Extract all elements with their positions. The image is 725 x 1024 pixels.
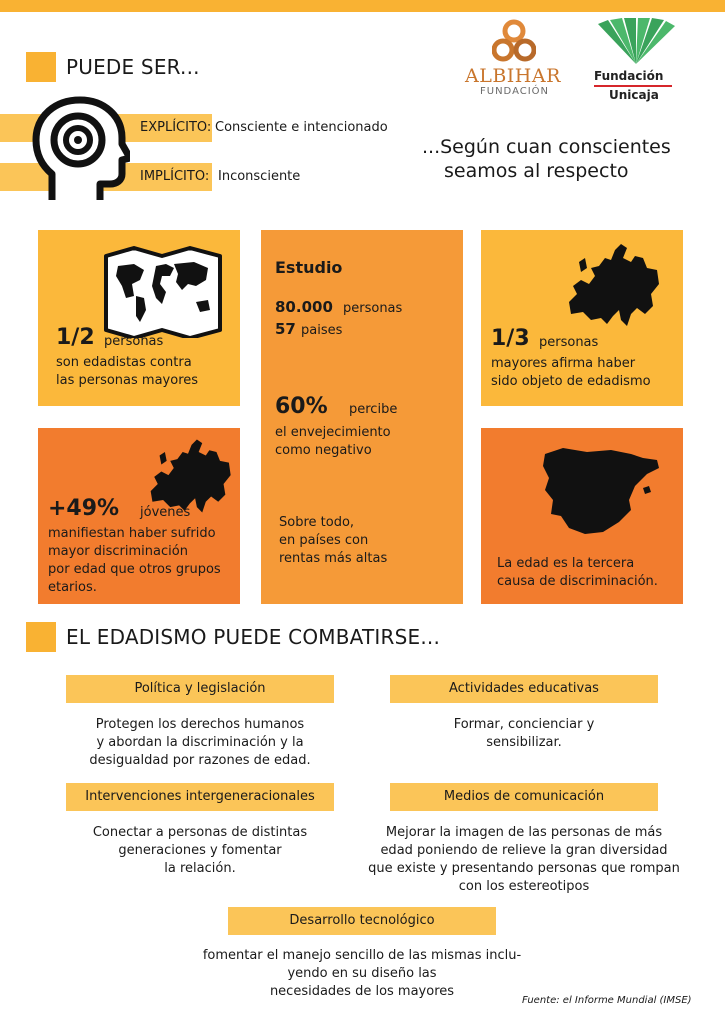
stat-third-line1: mayores afirma haber — [491, 356, 636, 371]
implicit-label: IMPLÍCITO: — [140, 169, 210, 184]
spain-map-icon — [539, 444, 665, 540]
measure-desc-line: la relación. — [164, 861, 236, 876]
measure-desc-line: edad poniendo de relieve la gran diversidad — [380, 843, 668, 858]
stat-youth-unit: jóvenes — [140, 505, 191, 520]
measure-desc-line: generaciones y fomentar — [118, 843, 282, 858]
stat-box-study — [261, 230, 463, 604]
measure-desc-educativas — [390, 716, 658, 752]
stat-third-unit: personas — [539, 335, 599, 350]
section-heading-combatirse: EL EDADISMO PUEDE COMBATIRSE... — [66, 625, 441, 649]
stat-box-spain — [481, 428, 683, 604]
albihar-sub: FUNDACIÓN — [480, 86, 550, 97]
measure-label-politica: Política y legislación — [66, 675, 334, 703]
segun-text — [422, 135, 692, 183]
world-map-icon — [104, 246, 222, 338]
stat-youth-line1: manifiestan haber sufrido — [48, 526, 216, 541]
measure-label-medios: Medios de comunicación — [390, 783, 658, 811]
stat-youth-line4: etarios. — [48, 580, 97, 595]
measure-desc-line: fomentar el manejo sencillo de las mismas inclu- — [202, 948, 522, 963]
unicaja-rule — [594, 85, 672, 87]
study-pct-value: 60% — [275, 394, 328, 419]
study-title: Estudio — [275, 258, 343, 277]
measure-desc-line: con los estereotipos — [458, 879, 590, 894]
measure-desc-line: Formar, concienciar y — [453, 717, 595, 732]
segun-line2: seamos al respecto — [444, 160, 629, 182]
unicaja-line1: Fundación — [594, 69, 664, 83]
stat-box-youth — [38, 428, 240, 604]
measure-desc-line: necesidades de los mayores — [269, 984, 455, 999]
measure-desc-line: y abordan la discriminación y la — [96, 735, 304, 750]
stat-half-unit: personas — [104, 334, 164, 349]
study-note-line1: Sobre todo, — [279, 515, 355, 530]
europe-map-icon — [561, 240, 661, 330]
study-pct-line1: el envejecimiento — [275, 425, 391, 440]
unicaja-logo — [588, 18, 688, 108]
measure-desc-line: Conectar a personas de distintas — [92, 825, 308, 840]
study-note-line3: rentas más altas — [279, 551, 388, 566]
stat-half-line1: son edadistas contra — [56, 355, 192, 370]
stat-box-half — [38, 230, 240, 406]
study-countries-value: 57 — [275, 320, 296, 338]
study-note-line2: en países con — [279, 533, 369, 548]
measure-label-educativas: Actividades educativas — [390, 675, 658, 703]
measure-desc-line: yendo en su diseño las — [287, 966, 437, 981]
stat-youth-line3: por edad que otros grupos — [48, 562, 221, 577]
measure-desc-line: Protegen los derechos humanos — [95, 717, 305, 732]
albihar-name: ALBIHAR — [465, 65, 561, 87]
measure-desc-intergeneracionales — [66, 824, 334, 878]
section-heading-puede-ser: PUEDE SER... — [66, 55, 200, 79]
measure-desc-medios — [360, 824, 688, 896]
source-note: Fuente: el Informe Mundial (IMSE) — [522, 995, 692, 1006]
measure-label-intergeneracionales: Intervenciones intergeneracionales — [66, 783, 334, 811]
study-pct-line2: como negativo — [275, 443, 372, 458]
measure-desc-line: que existe y presentando personas que rompan — [368, 861, 680, 876]
stat-third-value: 1/3 — [491, 326, 530, 351]
explicit-label: EXPLÍCITO: — [140, 120, 212, 135]
stat-half-line2: las personas mayores — [56, 373, 199, 388]
albihar-logo — [462, 18, 572, 100]
head-target-icon — [30, 94, 130, 204]
explicit-value: Consciente e intencionado — [215, 120, 388, 135]
unicaja-logo-icon — [596, 18, 676, 68]
measure-desc-line: Mejorar la imagen de las personas de más — [385, 825, 663, 840]
measure-label-tecnologico: Desarrollo tecnológico — [228, 907, 496, 935]
stat-box-third — [481, 230, 683, 406]
study-people-unit: personas — [343, 301, 403, 316]
study-pct-unit: percibe — [349, 402, 398, 417]
top-accent-bar — [0, 0, 725, 12]
stat-spain-line2: causa de discriminación. — [497, 574, 658, 589]
implicit-value: Inconsciente — [218, 169, 301, 184]
stat-youth-value: +49% — [48, 496, 120, 521]
measure-desc-line: desigualdad por razones de edad. — [89, 753, 311, 768]
unicaja-line2: Unicaja — [609, 88, 659, 102]
albihar-logo-icon — [492, 18, 536, 64]
study-countries-unit: paises — [301, 323, 343, 338]
measure-desc-line: sensibilizar. — [486, 735, 562, 750]
stat-third-line2: sido objeto de edadismo — [491, 374, 651, 389]
measure-desc-tecnologico — [178, 947, 546, 1001]
study-people-value: 80.000 — [275, 298, 333, 316]
stat-half-value: 1/2 — [56, 325, 95, 350]
section-marker — [26, 52, 56, 82]
section-marker — [26, 622, 56, 652]
measure-desc-politica — [66, 716, 334, 770]
stat-spain-line1: La edad es la tercera — [497, 556, 635, 571]
stat-youth-line2: mayor discriminación — [48, 544, 188, 559]
segun-line1: ...Según cuan conscientes — [422, 136, 671, 158]
